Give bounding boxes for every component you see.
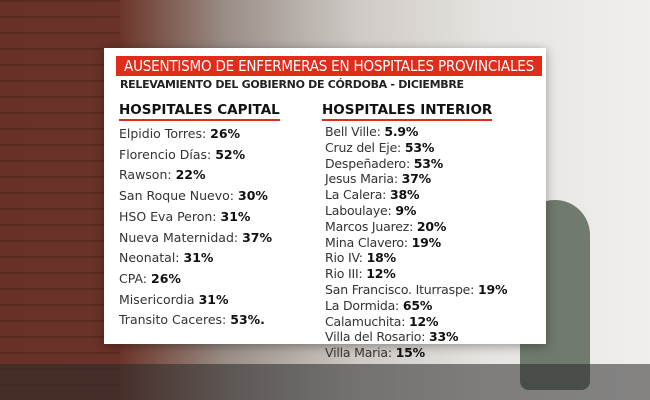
hospital-name: Villa Maria:	[325, 345, 392, 361]
interior-heading: HOSPITALES INTERIOR	[322, 102, 492, 121]
hospital-item	[325, 329, 507, 345]
absence-percentage: 5.9%	[384, 124, 419, 139]
absence-percentage: 26%	[151, 270, 181, 286]
hospital-item	[119, 290, 272, 311]
hospital-name: Cruz del Eje:	[325, 139, 402, 155]
hospital-name: HSO Eva Peron:	[119, 208, 217, 224]
hospital-name: Villa del Rosario:	[325, 329, 426, 345]
hospital-name: Jesus Maria:	[325, 171, 398, 187]
hospital-item	[119, 124, 272, 145]
hospital-name: Neonatal:	[119, 250, 180, 266]
absence-percentage: 31%	[183, 250, 214, 266]
absence-percentage: 31%	[198, 291, 229, 307]
interior-list	[325, 124, 507, 361]
capital-heading: HOSPITALES CAPITAL	[119, 102, 280, 121]
hospital-name: San Roque Nuevo:	[119, 188, 235, 204]
hospital-name: Misericordia	[119, 291, 195, 307]
hospital-item	[325, 298, 507, 314]
absence-percentage: 30%	[238, 188, 268, 204]
hospital-name: San Francisco. Iturraspe:	[325, 281, 475, 297]
hospital-name: CPA:	[119, 270, 148, 286]
hospital-item	[325, 235, 507, 251]
absence-percentage: 15%	[395, 345, 425, 361]
absence-percentage: 19%	[411, 234, 441, 250]
hospital-item	[119, 186, 272, 207]
background-street	[0, 364, 650, 400]
hospital-name: Elpidio Torres:	[119, 126, 207, 141]
hospital-name: Mina Clavero:	[325, 234, 408, 250]
absence-percentage: 12%	[409, 313, 439, 329]
absence-percentage: 26%	[210, 126, 241, 141]
absence-percentage: 18%	[366, 250, 396, 266]
background-building	[0, 0, 120, 400]
absence-percentage: 53%	[404, 139, 435, 155]
hospital-item	[325, 140, 507, 156]
absence-percentage: 31%	[220, 208, 251, 224]
hospital-item	[325, 314, 507, 330]
hospital-item	[119, 248, 272, 269]
absence-percentage: 53%	[413, 155, 444, 171]
card-subtitle: RELEVAMIENTO DEL GOBIERNO DE CÓRDOBA - DICIEMBRE	[120, 78, 464, 91]
absence-percentage: 9%	[395, 202, 417, 218]
hospital-name: Calamuchita:	[325, 313, 406, 329]
hospital-item	[325, 266, 507, 282]
hospital-name: Florencio Días:	[119, 146, 212, 162]
hospital-name: La Calera:	[325, 187, 387, 203]
hospital-name: Transito Caceres:	[119, 312, 227, 328]
hospital-name: Nueva Maternidad:	[119, 229, 239, 245]
hospital-name: Despeñadero:	[325, 155, 410, 171]
hospital-item	[325, 187, 507, 203]
hospital-name: Bell Ville:	[325, 124, 381, 139]
hospital-name: Laboulaye:	[325, 202, 392, 218]
hospital-item	[325, 219, 507, 235]
hospital-item	[325, 171, 507, 187]
hospital-item	[325, 203, 507, 219]
hospital-item	[325, 124, 507, 140]
hospital-item	[325, 282, 507, 298]
absence-percentage: 33%	[429, 329, 459, 345]
absence-percentage: 37%	[242, 229, 272, 245]
absence-percentage: 20%	[416, 218, 447, 234]
hospital-item	[119, 165, 272, 186]
absence-percentage: 19%	[477, 281, 508, 297]
hospital-item	[119, 228, 272, 249]
hospital-item	[325, 345, 507, 361]
hospital-name: Rio IV:	[325, 250, 363, 266]
capital-list	[119, 124, 272, 331]
absence-percentage: 65%	[402, 297, 433, 313]
hospital-item	[119, 207, 272, 228]
hospital-item	[119, 310, 272, 331]
absence-percentage: 37%	[401, 171, 431, 187]
absence-percentage: 53%.	[230, 312, 265, 328]
card-title: AUSENTISMO DE ENFERMERAS EN HOSPITALES PROVINCIALES	[116, 56, 542, 76]
hospital-item	[325, 156, 507, 172]
hospital-name: Rawson:	[119, 167, 172, 183]
hospital-item	[325, 250, 507, 266]
absence-percentage: 12%	[366, 266, 396, 282]
hospital-name: Marcos Juarez:	[325, 218, 414, 234]
hospital-item	[119, 269, 272, 290]
hospital-name: La Dormida:	[325, 297, 400, 313]
absence-percentage: 52%	[215, 146, 246, 162]
absence-percentage: 22%	[175, 167, 206, 183]
hospital-name: Rio III:	[325, 266, 363, 282]
hospital-item	[119, 145, 272, 166]
absence-percentage: 38%	[389, 187, 420, 203]
